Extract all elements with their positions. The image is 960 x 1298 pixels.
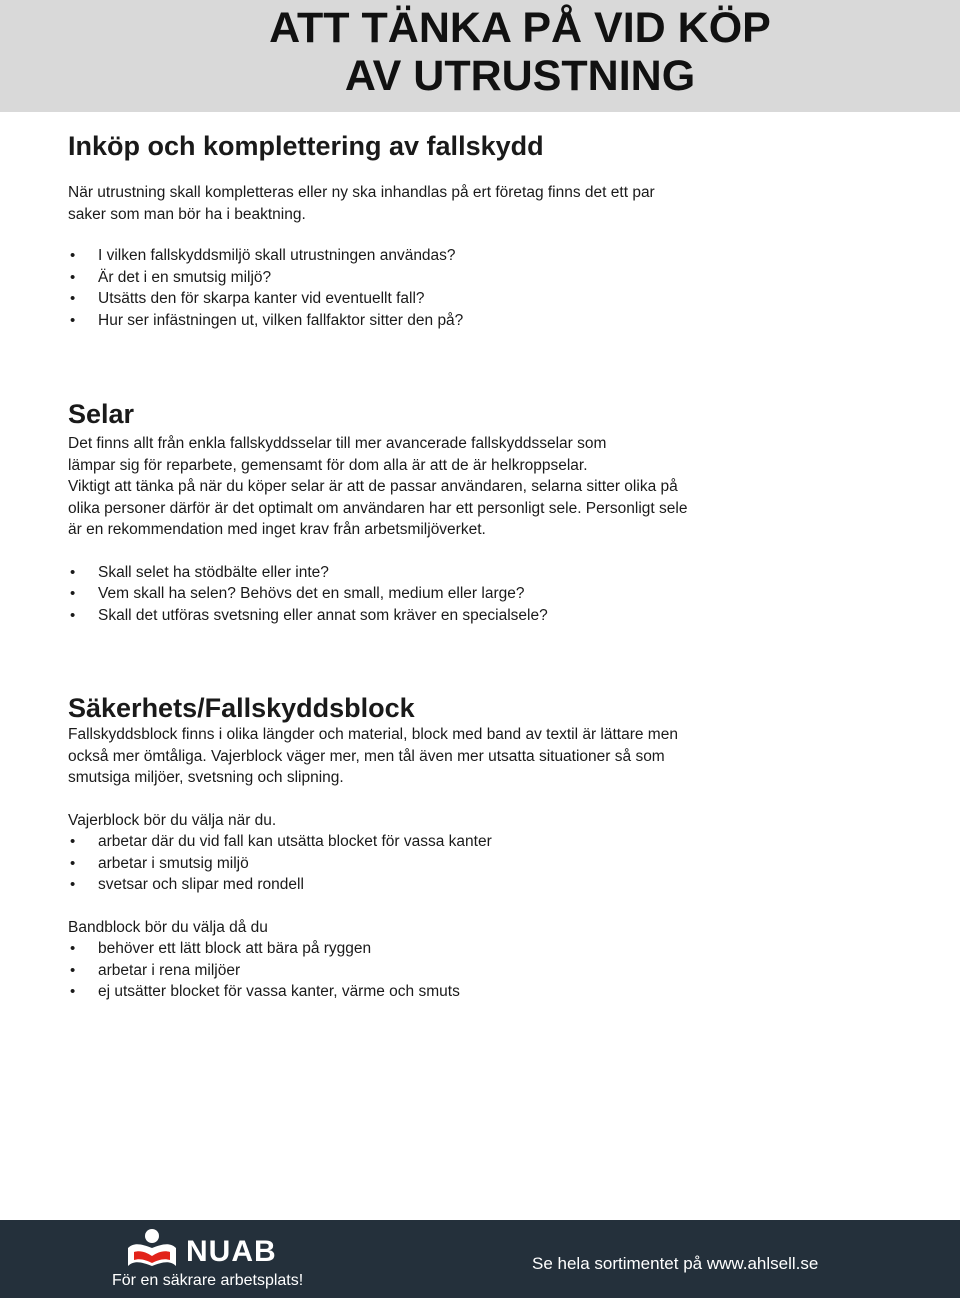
footer-slogan: För en säkrare arbetsplats! [112,1272,304,1289]
logo-wordmark: NUAB [186,1235,277,1268]
selar-line: Viktigt att tänka på när du köper selar är att de passar användaren, selarna sitter olika på [68,478,678,495]
list-item: • ej utsätter blocket för vassa kanter, värme och smuts [68,981,928,1003]
section-inkop [68,130,928,331]
list-item: • behöver ett lätt block att bära på ryggen [68,938,928,960]
inkop-intro-line-2: saker som man bör ha i beaktning. [68,205,306,223]
selar-bullet-list [68,562,928,627]
list-item: • Utsätts den för skarpa kanter vid eventuellt fall? [68,288,928,310]
selar-line: är en rekommendation med inget krav från arbetsmiljöverket. [68,521,486,538]
list-item: • Skall det utföras svetsning eller annat som kräver en specialsele? [68,605,928,627]
heading-selar: Selar [68,399,135,429]
list-item: • Vem skall ha selen? Behövs det en small, medium eller large? [68,583,928,605]
list-item: • svetsar och slipar med rondell [68,874,928,896]
vajer-intro: Vajerblock bör du välja när du. [68,811,277,829]
list-item: • Skall selet ha stödbälte eller inte? [68,562,928,584]
page-title-line-2: AV UTRUSTNING [344,52,696,100]
footer-website-text[interactable]: Se hela sortimentet på www.ahlsell.se [532,1254,819,1273]
selar-line: Det finns allt från enkla fallskyddsselar till mer avancerade fallskyddsselar som [68,435,607,452]
inkop-bullet-list [68,245,928,331]
nuab-logo-icon [124,1226,180,1272]
list-item: • Hur ser infästningen ut, vilken fallfaktor sitter den på? [68,310,928,332]
page-title-line-1: ATT TÄNKA PÅ VID KÖP [269,4,771,52]
list-item: • arbetar där du vid fall kan utsätta blocket för vassa kanter [68,831,928,853]
page-footer [0,1220,960,1298]
section-selar [68,398,928,626]
block-line: också mer ömtåliga. Vajerblock väger mer, men tål även mer utsatta situationer så som [68,747,665,765]
selar-line: lämpar sig för reparbete, gemensamt för dom alla är att de är helkroppselar. [68,456,588,474]
heading-inkop: Inköp och komplettering av fallskydd [68,131,544,161]
heading-block: Säkerhets/Fallskyddsblock [68,693,415,723]
vajer-bullet-list [68,831,928,896]
band-intro: Bandblock bör du välja då du [68,918,268,936]
page-header [0,0,960,112]
band-bullet-list [68,938,928,1003]
block-line: smutsiga miljöer, svetsning och slipning. [68,769,344,786]
block-line: Fallskyddsblock finns i olika längder och material, block med band av textil är lättare men [68,726,678,743]
list-item: • Är det i en smutsig miljö? [68,267,928,289]
inkop-intro-line-1: När utrustning skall kompletteras eller ny ska inhandlas på ert företag finns det ett par [68,184,655,201]
list-item: • I vilken fallskyddsmiljö skall utrustningen användas? [68,245,928,267]
page-title [240,4,800,100]
list-item: • arbetar i smutsig miljö [68,853,928,875]
section-block [68,692,928,1003]
list-item: • arbetar i rena miljöer [68,960,928,982]
selar-line: olika personer därför är det optimalt om användaren har ett personligt sele. Personligt sele [68,499,688,517]
